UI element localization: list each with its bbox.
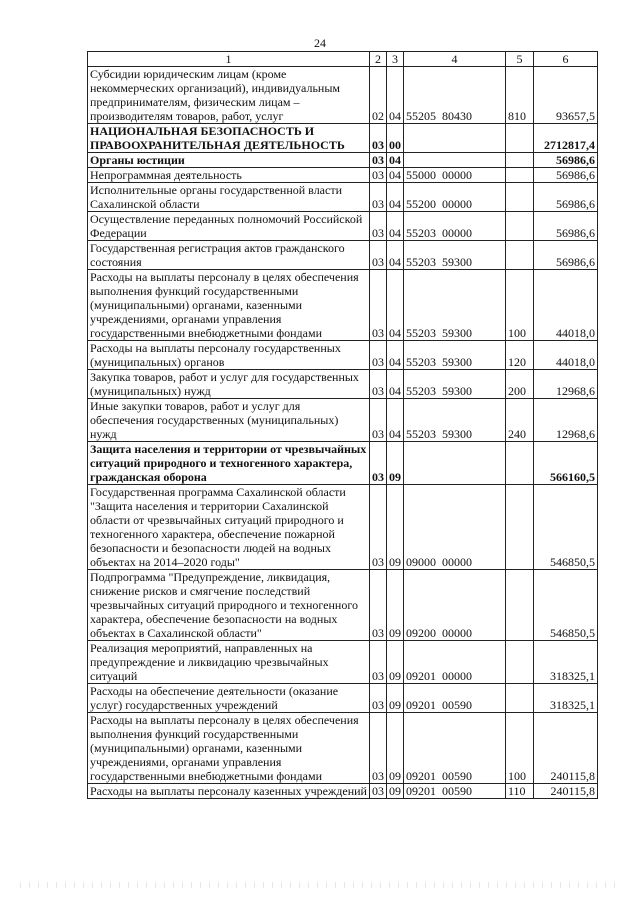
row-amount: 44018,0 xyxy=(534,270,598,341)
row-section: 03 xyxy=(370,241,387,270)
row-expense-type: 200 xyxy=(506,370,534,399)
row-name: Государственная программа Сахалинской области "Защита населения и территории Сахалинской области от чрезвычайных ситуаций природного и техногенного характера, обеспечение пожарной безопасности и безопасности людей на водных объектах на 2014–2020 годы" xyxy=(88,485,370,570)
row-subsection: 04 xyxy=(387,341,404,370)
row-target-article: 55205 80430 xyxy=(404,67,506,124)
row-expense-type xyxy=(506,241,534,270)
row-amount: 240115,8 xyxy=(534,784,598,799)
row-name: Расходы на выплаты персоналу в целях обеспечения выполнения функций государственными (муниципальными) органами, казенными учреждениями, органами управления государственными внебюджетными фондами xyxy=(88,713,370,784)
row-section: 03 xyxy=(370,442,387,485)
row-target-article: 09201 00590 xyxy=(404,684,506,713)
row-section: 03 xyxy=(370,212,387,241)
row-subsection: 00 xyxy=(387,124,404,153)
row-expense-type xyxy=(506,124,534,153)
row-subsection: 04 xyxy=(387,183,404,212)
row-name: Расходы на выплаты персоналу государственных (муниципальных) органов xyxy=(88,341,370,370)
table-row xyxy=(88,124,598,153)
row-subsection: 09 xyxy=(387,784,404,799)
row-name: НАЦИОНАЛЬНАЯ БЕЗОПАСНОСТЬ И ПРАВООХРАНИТЕЛЬНАЯ ДЕЯТЕЛЬНОСТЬ xyxy=(88,124,370,153)
row-section: 03 xyxy=(370,370,387,399)
row-amount: 546850,5 xyxy=(534,485,598,570)
row-expense-type xyxy=(506,168,534,183)
row-amount: 566160,5 xyxy=(534,442,598,485)
row-amount: 546850,5 xyxy=(534,570,598,641)
row-expense-type xyxy=(506,570,534,641)
row-name: Защита населения и территории от чрезвычайных ситуаций природного и техногенного характера, гражданская оборона xyxy=(88,442,370,485)
row-amount: 44018,0 xyxy=(534,341,598,370)
row-name: Расходы на выплаты персоналу в целях обеспечения выполнения функций государственными (муниципальными) органами, казенными учреждениями, органами управления государственными внебюджетными фондами xyxy=(88,270,370,341)
table-row xyxy=(88,212,598,241)
row-section: 03 xyxy=(370,399,387,442)
row-name: Исполнительные органы государственной власти Сахалинской области xyxy=(88,183,370,212)
row-section: 03 xyxy=(370,153,387,168)
row-subsection: 04 xyxy=(387,270,404,341)
row-section: 03 xyxy=(370,341,387,370)
row-target-article: 09201 00590 xyxy=(404,784,506,799)
table-header-row xyxy=(88,52,598,67)
row-name: Осуществление переданных полномочий Российской Федерации xyxy=(88,212,370,241)
row-name: Закупка товаров, работ и услуг для государственных (муниципальных) нужд xyxy=(88,370,370,399)
table-row xyxy=(88,784,598,799)
row-amount: 56986,6 xyxy=(534,183,598,212)
row-target-article xyxy=(404,124,506,153)
row-section: 03 xyxy=(370,168,387,183)
row-name: Субсидии юридическим лицам (кроме некоммерческих организаций), индивидуальным предпринимателям, физическим лицам – производителям товаров, работ, услуг xyxy=(88,67,370,124)
row-target-article: 55203 00000 xyxy=(404,212,506,241)
row-target-article: 55203 59300 xyxy=(404,241,506,270)
row-expense-type xyxy=(506,212,534,241)
row-amount: 12968,6 xyxy=(534,399,598,442)
table-row xyxy=(88,641,598,684)
row-name: Подпрограмма "Предупреждение, ликвидация, снижение рисков и смягчение последствий чрезвычайных ситуаций природного и техногенного характера, обеспечение безопасности на водных объектах в Сахалинской области" xyxy=(88,570,370,641)
row-amount: 56986,6 xyxy=(534,241,598,270)
header-col-4: 4 xyxy=(404,52,506,67)
row-expense-type xyxy=(506,684,534,713)
row-amount: 56986,6 xyxy=(534,168,598,183)
row-expense-type: 110 xyxy=(506,784,534,799)
row-target-article xyxy=(404,442,506,485)
table-row xyxy=(88,241,598,270)
row-amount: 12968,6 xyxy=(534,370,598,399)
row-expense-type xyxy=(506,442,534,485)
row-amount: 318325,1 xyxy=(534,684,598,713)
page-number: 24 xyxy=(314,36,326,50)
table-row xyxy=(88,684,598,713)
row-target-article: 55203 59300 xyxy=(404,341,506,370)
table-row xyxy=(88,183,598,212)
row-name: Расходы на обеспечение деятельности (оказание услуг) государственных учреждений xyxy=(88,684,370,713)
table-row xyxy=(88,713,598,784)
table-row xyxy=(88,270,598,341)
row-amount: 56986,6 xyxy=(534,212,598,241)
row-target-article: 09000 00000 xyxy=(404,485,506,570)
table-row xyxy=(88,153,598,168)
row-subsection: 04 xyxy=(387,370,404,399)
row-section: 03 xyxy=(370,270,387,341)
row-section: 03 xyxy=(370,684,387,713)
row-expense-type xyxy=(506,485,534,570)
row-amount: 2712817,4 xyxy=(534,124,598,153)
row-section: 03 xyxy=(370,485,387,570)
row-target-article: 55200 00000 xyxy=(404,183,506,212)
row-target-article: 09201 00000 xyxy=(404,641,506,684)
row-name: Иные закупки товаров, работ и услуг для обеспечения государственных (муниципальных) нужд xyxy=(88,399,370,442)
table-row xyxy=(88,570,598,641)
row-expense-type xyxy=(506,183,534,212)
row-expense-type: 810 xyxy=(506,67,534,124)
row-amount: 318325,1 xyxy=(534,641,598,684)
row-expense-type: 100 xyxy=(506,713,534,784)
header-col-1: 1 xyxy=(88,52,370,67)
row-expense-type: 100 xyxy=(506,270,534,341)
row-subsection: 04 xyxy=(387,241,404,270)
row-subsection: 04 xyxy=(387,399,404,442)
row-subsection: 04 xyxy=(387,153,404,168)
row-section: 03 xyxy=(370,124,387,153)
row-expense-type xyxy=(506,153,534,168)
row-amount: 93657,5 xyxy=(534,67,598,124)
table-row xyxy=(88,67,598,124)
row-name: Органы юстиции xyxy=(88,153,370,168)
row-section: 03 xyxy=(370,784,387,799)
row-target-article: 55203 59300 xyxy=(404,399,506,442)
table-row xyxy=(88,341,598,370)
row-subsection: 04 xyxy=(387,212,404,241)
row-subsection: 09 xyxy=(387,570,404,641)
header-col-2: 2 xyxy=(370,52,387,67)
row-name: Расходы на выплаты персоналу казенных учреждений xyxy=(88,784,370,799)
row-target-article: 55203 59300 xyxy=(404,270,506,341)
row-subsection: 04 xyxy=(387,168,404,183)
row-expense-type: 120 xyxy=(506,341,534,370)
row-subsection: 09 xyxy=(387,442,404,485)
row-name: Реализация мероприятий, направленных на предупреждение и ликвидацию чрезвычайных ситуаций xyxy=(88,641,370,684)
row-target-article: 09200 00000 xyxy=(404,570,506,641)
row-subsection: 09 xyxy=(387,684,404,713)
row-subsection: 09 xyxy=(387,485,404,570)
row-expense-type xyxy=(506,641,534,684)
row-name: Государственная регистрация актов гражданского состояния xyxy=(88,241,370,270)
header-col-5: 5 xyxy=(506,52,534,67)
row-section: 03 xyxy=(370,713,387,784)
scan-noise xyxy=(20,882,620,888)
header-col-6: 6 xyxy=(534,52,598,67)
row-section: 03 xyxy=(370,570,387,641)
row-section: 03 xyxy=(370,183,387,212)
table-row xyxy=(88,168,598,183)
row-subsection: 09 xyxy=(387,641,404,684)
row-target-article: 09201 00590 xyxy=(404,713,506,784)
row-section: 02 xyxy=(370,67,387,124)
table-row xyxy=(88,399,598,442)
row-target-article xyxy=(404,153,506,168)
row-target-article: 55203 59300 xyxy=(404,370,506,399)
row-amount: 240115,8 xyxy=(534,713,598,784)
row-amount: 56986,6 xyxy=(534,153,598,168)
row-name: Непрограммная деятельность xyxy=(88,168,370,183)
table-row xyxy=(88,442,598,485)
row-target-article: 55000 00000 xyxy=(404,168,506,183)
row-expense-type: 240 xyxy=(506,399,534,442)
row-subsection: 09 xyxy=(387,713,404,784)
row-subsection: 04 xyxy=(387,67,404,124)
header-col-3: 3 xyxy=(387,52,404,67)
table-row xyxy=(88,485,598,570)
row-section: 03 xyxy=(370,641,387,684)
table-row xyxy=(88,370,598,399)
budget-table xyxy=(87,51,598,799)
